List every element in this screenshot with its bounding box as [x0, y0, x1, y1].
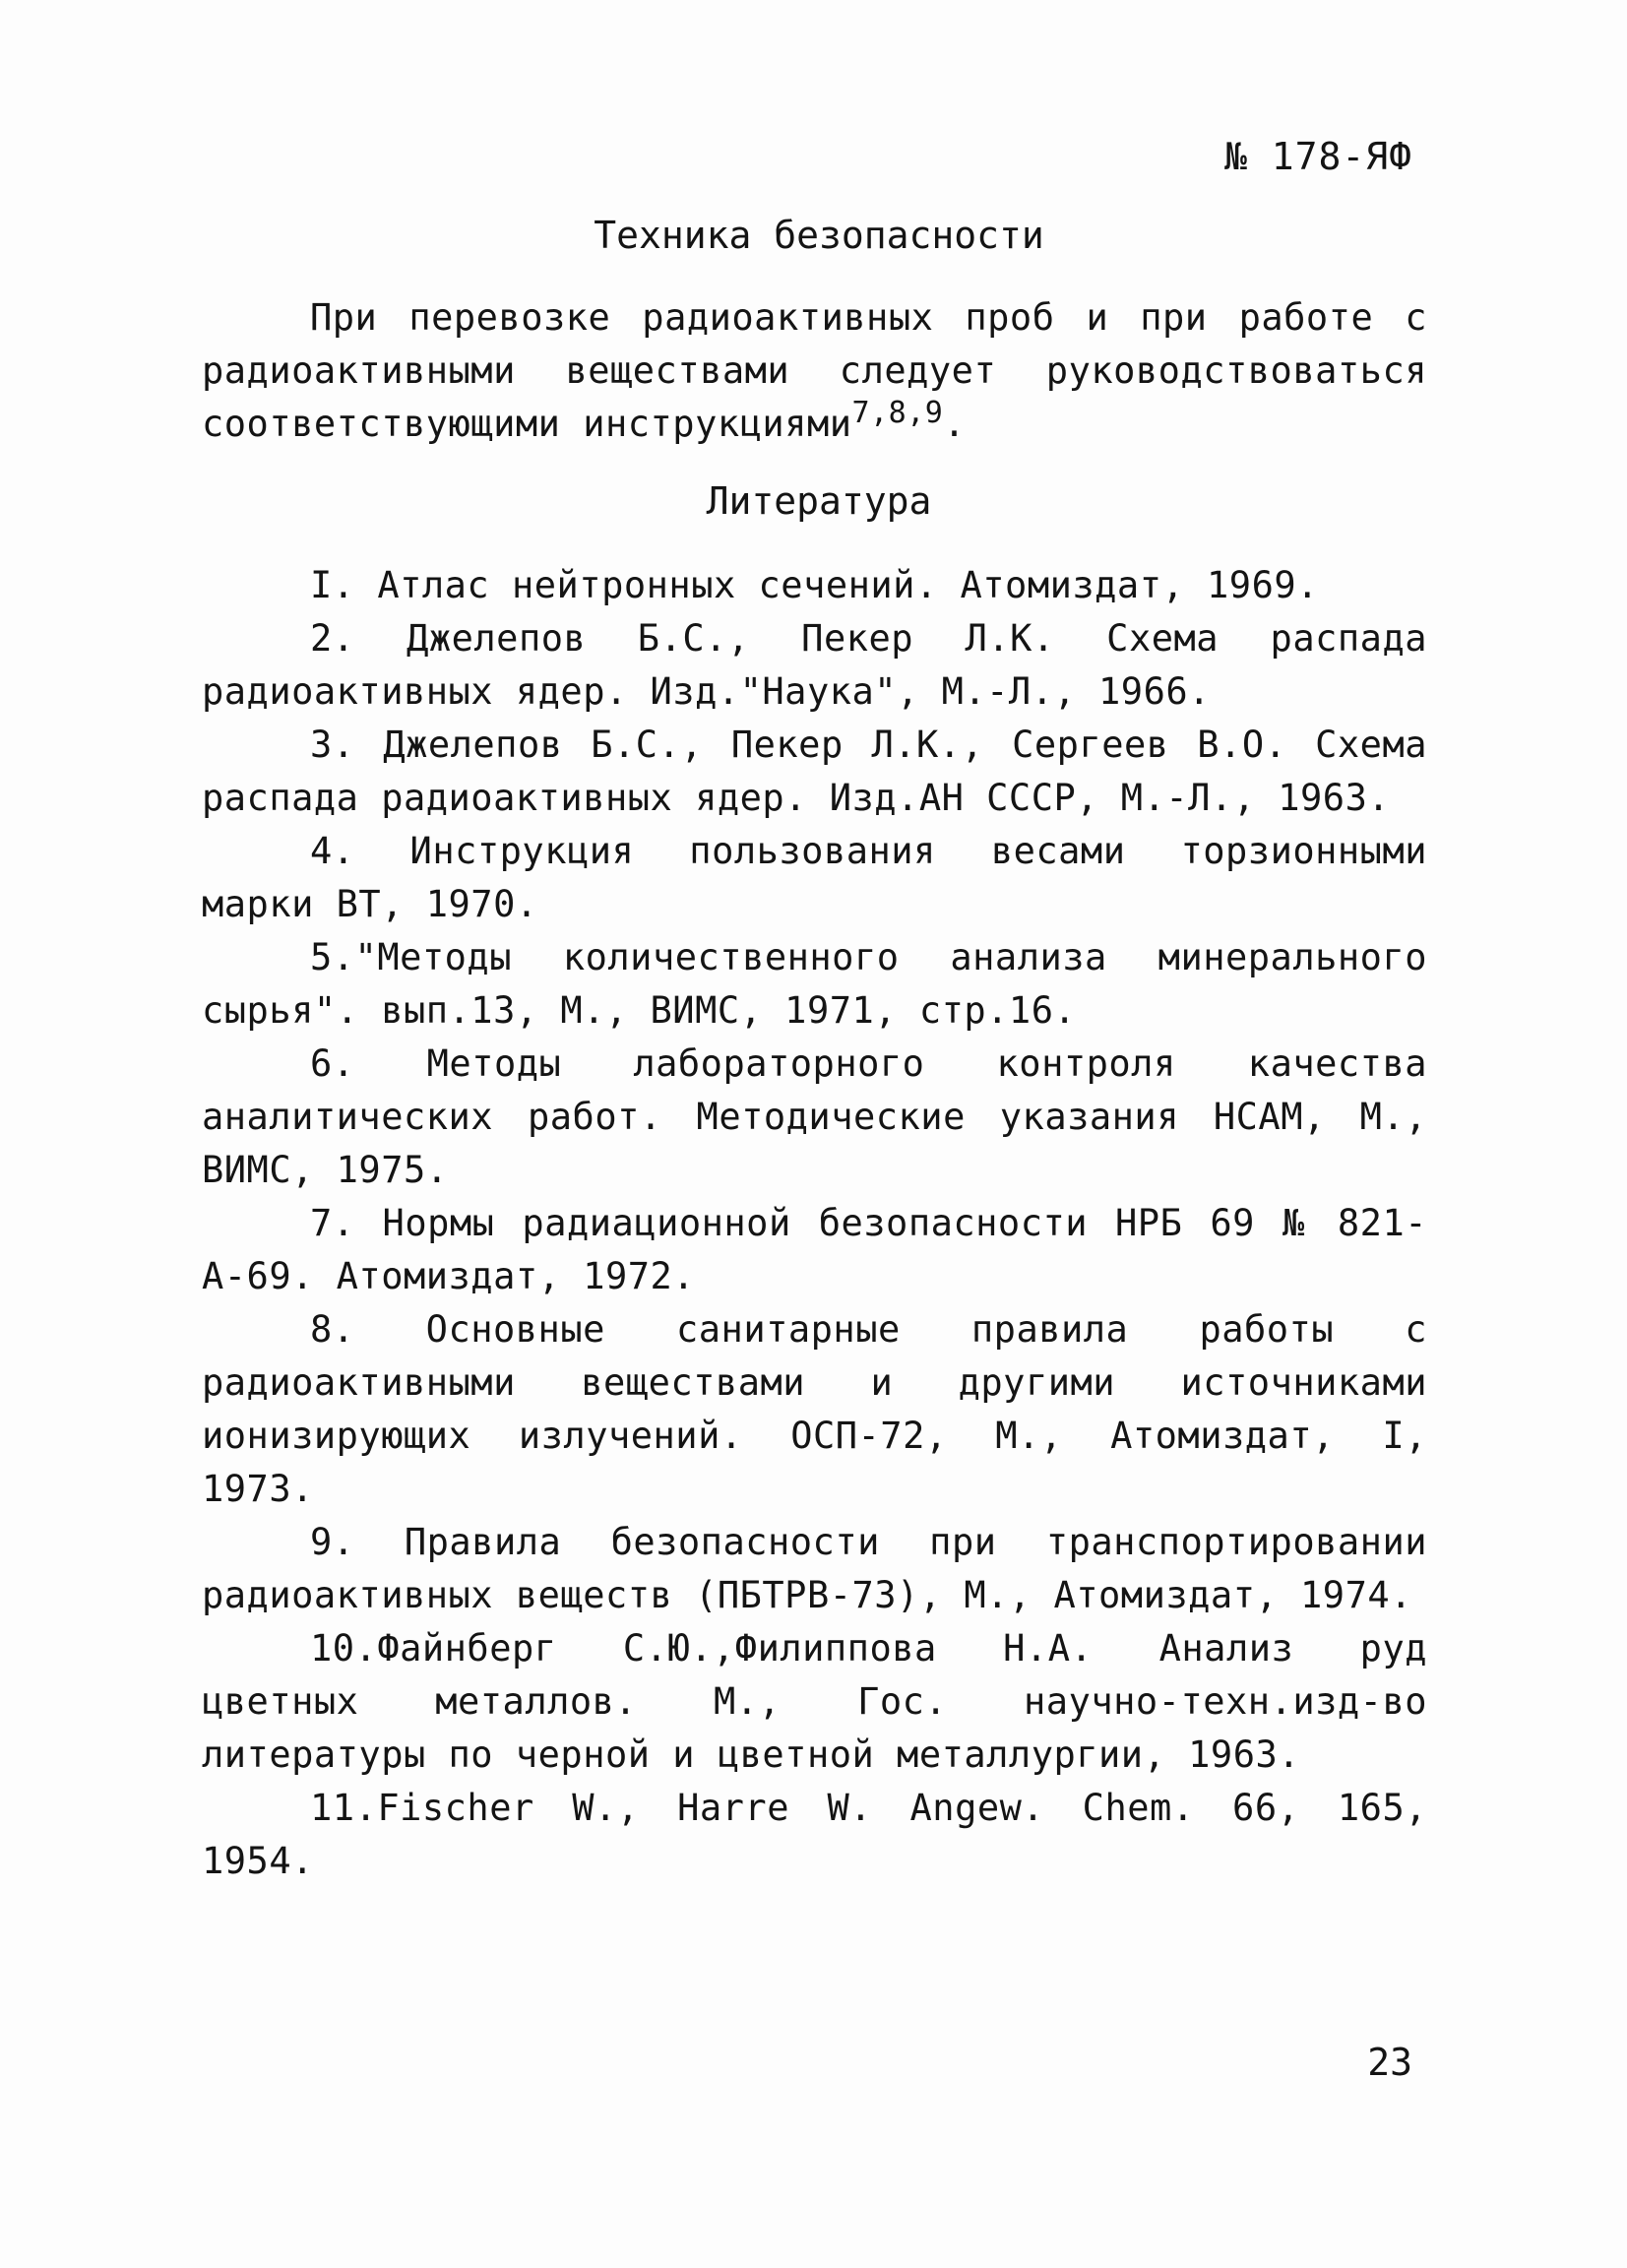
- page-number: 23: [1367, 2041, 1412, 2084]
- document-number: № 178-ЯФ: [1223, 135, 1412, 178]
- reference-item: 9. Правила безопасности при транспортировании радиоактивных веществ (ПБТРВ-73), М., Атомиздат, 1974.: [202, 1521, 1427, 1616]
- reference-item: 4. Инструкция пользования весами торзионными марки ВТ, 1970.: [202, 830, 1427, 925]
- reference-item: I. Атлас нейтронных сечений. Атомиздат, 1969.: [310, 564, 1319, 606]
- reference-item: 5."Методы количественного анализа минерального сырья". вып.13, М., ВИМС, 1971, стр.16.: [202, 936, 1427, 1032]
- reference-item: 7. Нормы радиационной безопасности НРБ 69 № 821-А-69. Атомиздат, 1972.: [202, 1202, 1427, 1297]
- references-list: [202, 559, 1427, 1888]
- safety-section-title: Техника безопасности: [594, 214, 1044, 257]
- safety-text-end: .: [943, 403, 967, 445]
- literature-section-title: Литература: [706, 479, 932, 523]
- reference-item: 11.Fischer W., Harre W. Angew. Chem. 66, 165, 1954.: [202, 1787, 1427, 1882]
- safety-text: При перевозке радиоактивных проб и при работе с радиоактивными веществами следует руководствоваться соответствующими инструкциями: [202, 296, 1427, 445]
- reference-item: 2. Джелепов Б.С., Пекер Л.К. Схема распада радиоактивных ядер. Изд."Наука", М.-Л., 1966.: [202, 617, 1427, 713]
- reference-item: 3. Джелепов Б.С., Пекер Л.К., Сергеев В.О. Схема распада радиоактивных ядер. Изд.АН СССР, М.-Л., 1963.: [202, 724, 1427, 819]
- reference-item: 10.Файнберг С.Ю.,Филиппова Н.А. Анализ руд цветных металлов. М., Гос. научно-техн.изд-во литературы по черной и цветной металлургии, 1963.: [202, 1627, 1427, 1776]
- reference-item: 6. Методы лабораторного контроля качества аналитических работ. Методические указания НСАМ, М., ВИМС, 1975.: [202, 1042, 1427, 1191]
- safety-paragraph: [202, 291, 1427, 451]
- safety-refs-superscript: 7,8,9: [851, 396, 944, 430]
- reference-item: 8. Основные санитарные правила работы с радиоактивными веществами и другими источниками ионизирующих излучений. ОСП-72, М., Атомиздат, I, 1973.: [202, 1308, 1427, 1510]
